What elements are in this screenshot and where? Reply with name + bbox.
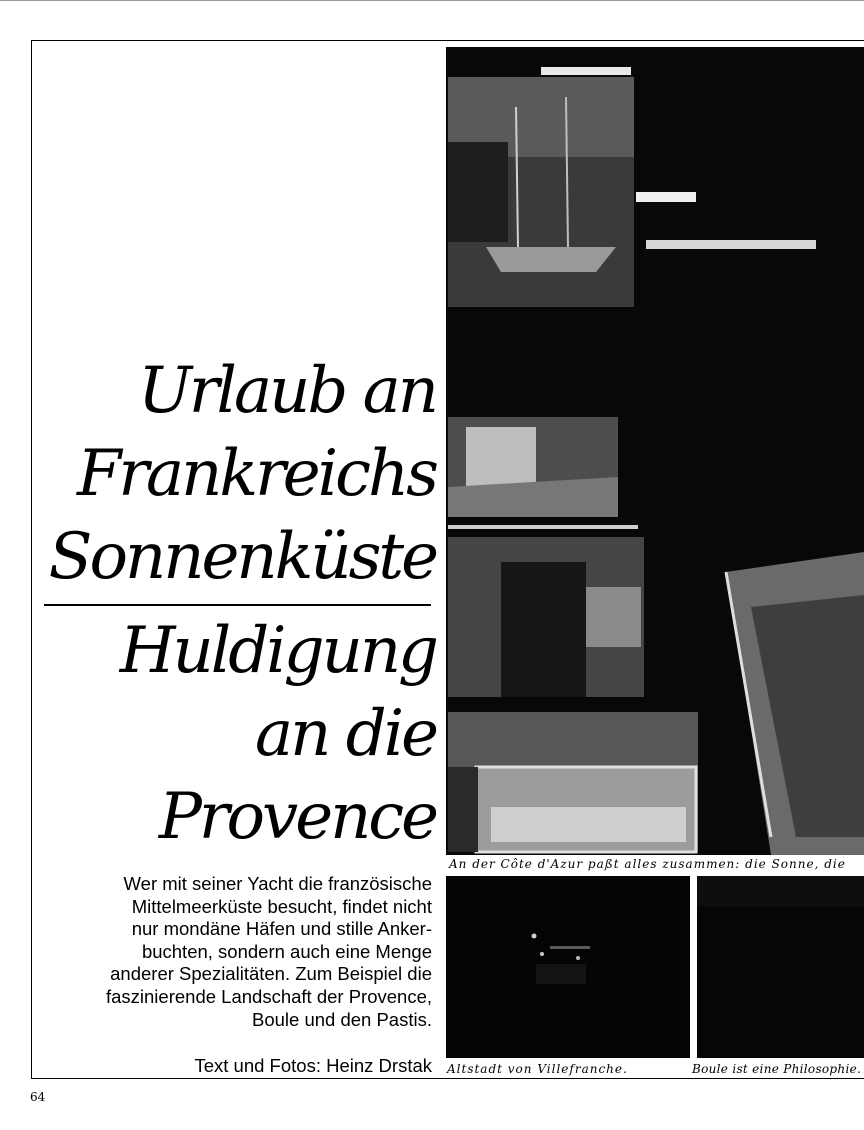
page-number: 64 xyxy=(30,1090,46,1104)
subtitle-line: an die xyxy=(254,697,436,771)
intro-line: Boule und den Pastis. xyxy=(252,1008,432,1030)
main-photo-caption: An der Côte d'Azur paßt alles zusammen: die Sonne, die xyxy=(449,857,846,871)
author-credit: Text und Fotos: Heinz Drstak xyxy=(194,1055,432,1076)
article-subtitle xyxy=(36,610,436,859)
title-line: Frankreichs xyxy=(77,437,436,511)
intro-paragraph xyxy=(44,873,432,1031)
main-photo-paintings xyxy=(446,47,864,855)
villefranche-caption: Altstadt von Villefranche. xyxy=(447,1062,628,1076)
title-line: Urlaub an xyxy=(137,354,436,428)
article-title xyxy=(36,350,436,599)
intro-line: Wer mit seiner Yacht die französische xyxy=(123,873,432,894)
intro-line: faszinierende Landschaft der Provence, xyxy=(105,985,432,1007)
night-street-illustration xyxy=(446,876,690,1058)
top-rule xyxy=(0,0,864,1)
title-line: Sonnenküste xyxy=(48,520,436,594)
intro-line: nur mondäne Häfen und stille Anker- xyxy=(131,918,432,940)
intro-line: anderer Spezialitäten. Zum Beispiel die xyxy=(110,963,432,985)
paintings-illustration xyxy=(446,47,864,855)
subtitle-line: Provence xyxy=(158,780,436,854)
intro-line: Mittelmeerküste besucht, findet nicht xyxy=(131,895,432,917)
photo-boule xyxy=(697,876,864,1058)
boule-caption: Boule ist eine Philosophie. xyxy=(692,1062,862,1076)
boule-illustration xyxy=(697,876,864,1058)
subtitle-line: Huldigung xyxy=(119,614,436,688)
photo-villefranche xyxy=(446,876,690,1058)
title-divider xyxy=(44,604,431,606)
intro-line: buchten, sondern auch eine Menge xyxy=(141,940,432,962)
